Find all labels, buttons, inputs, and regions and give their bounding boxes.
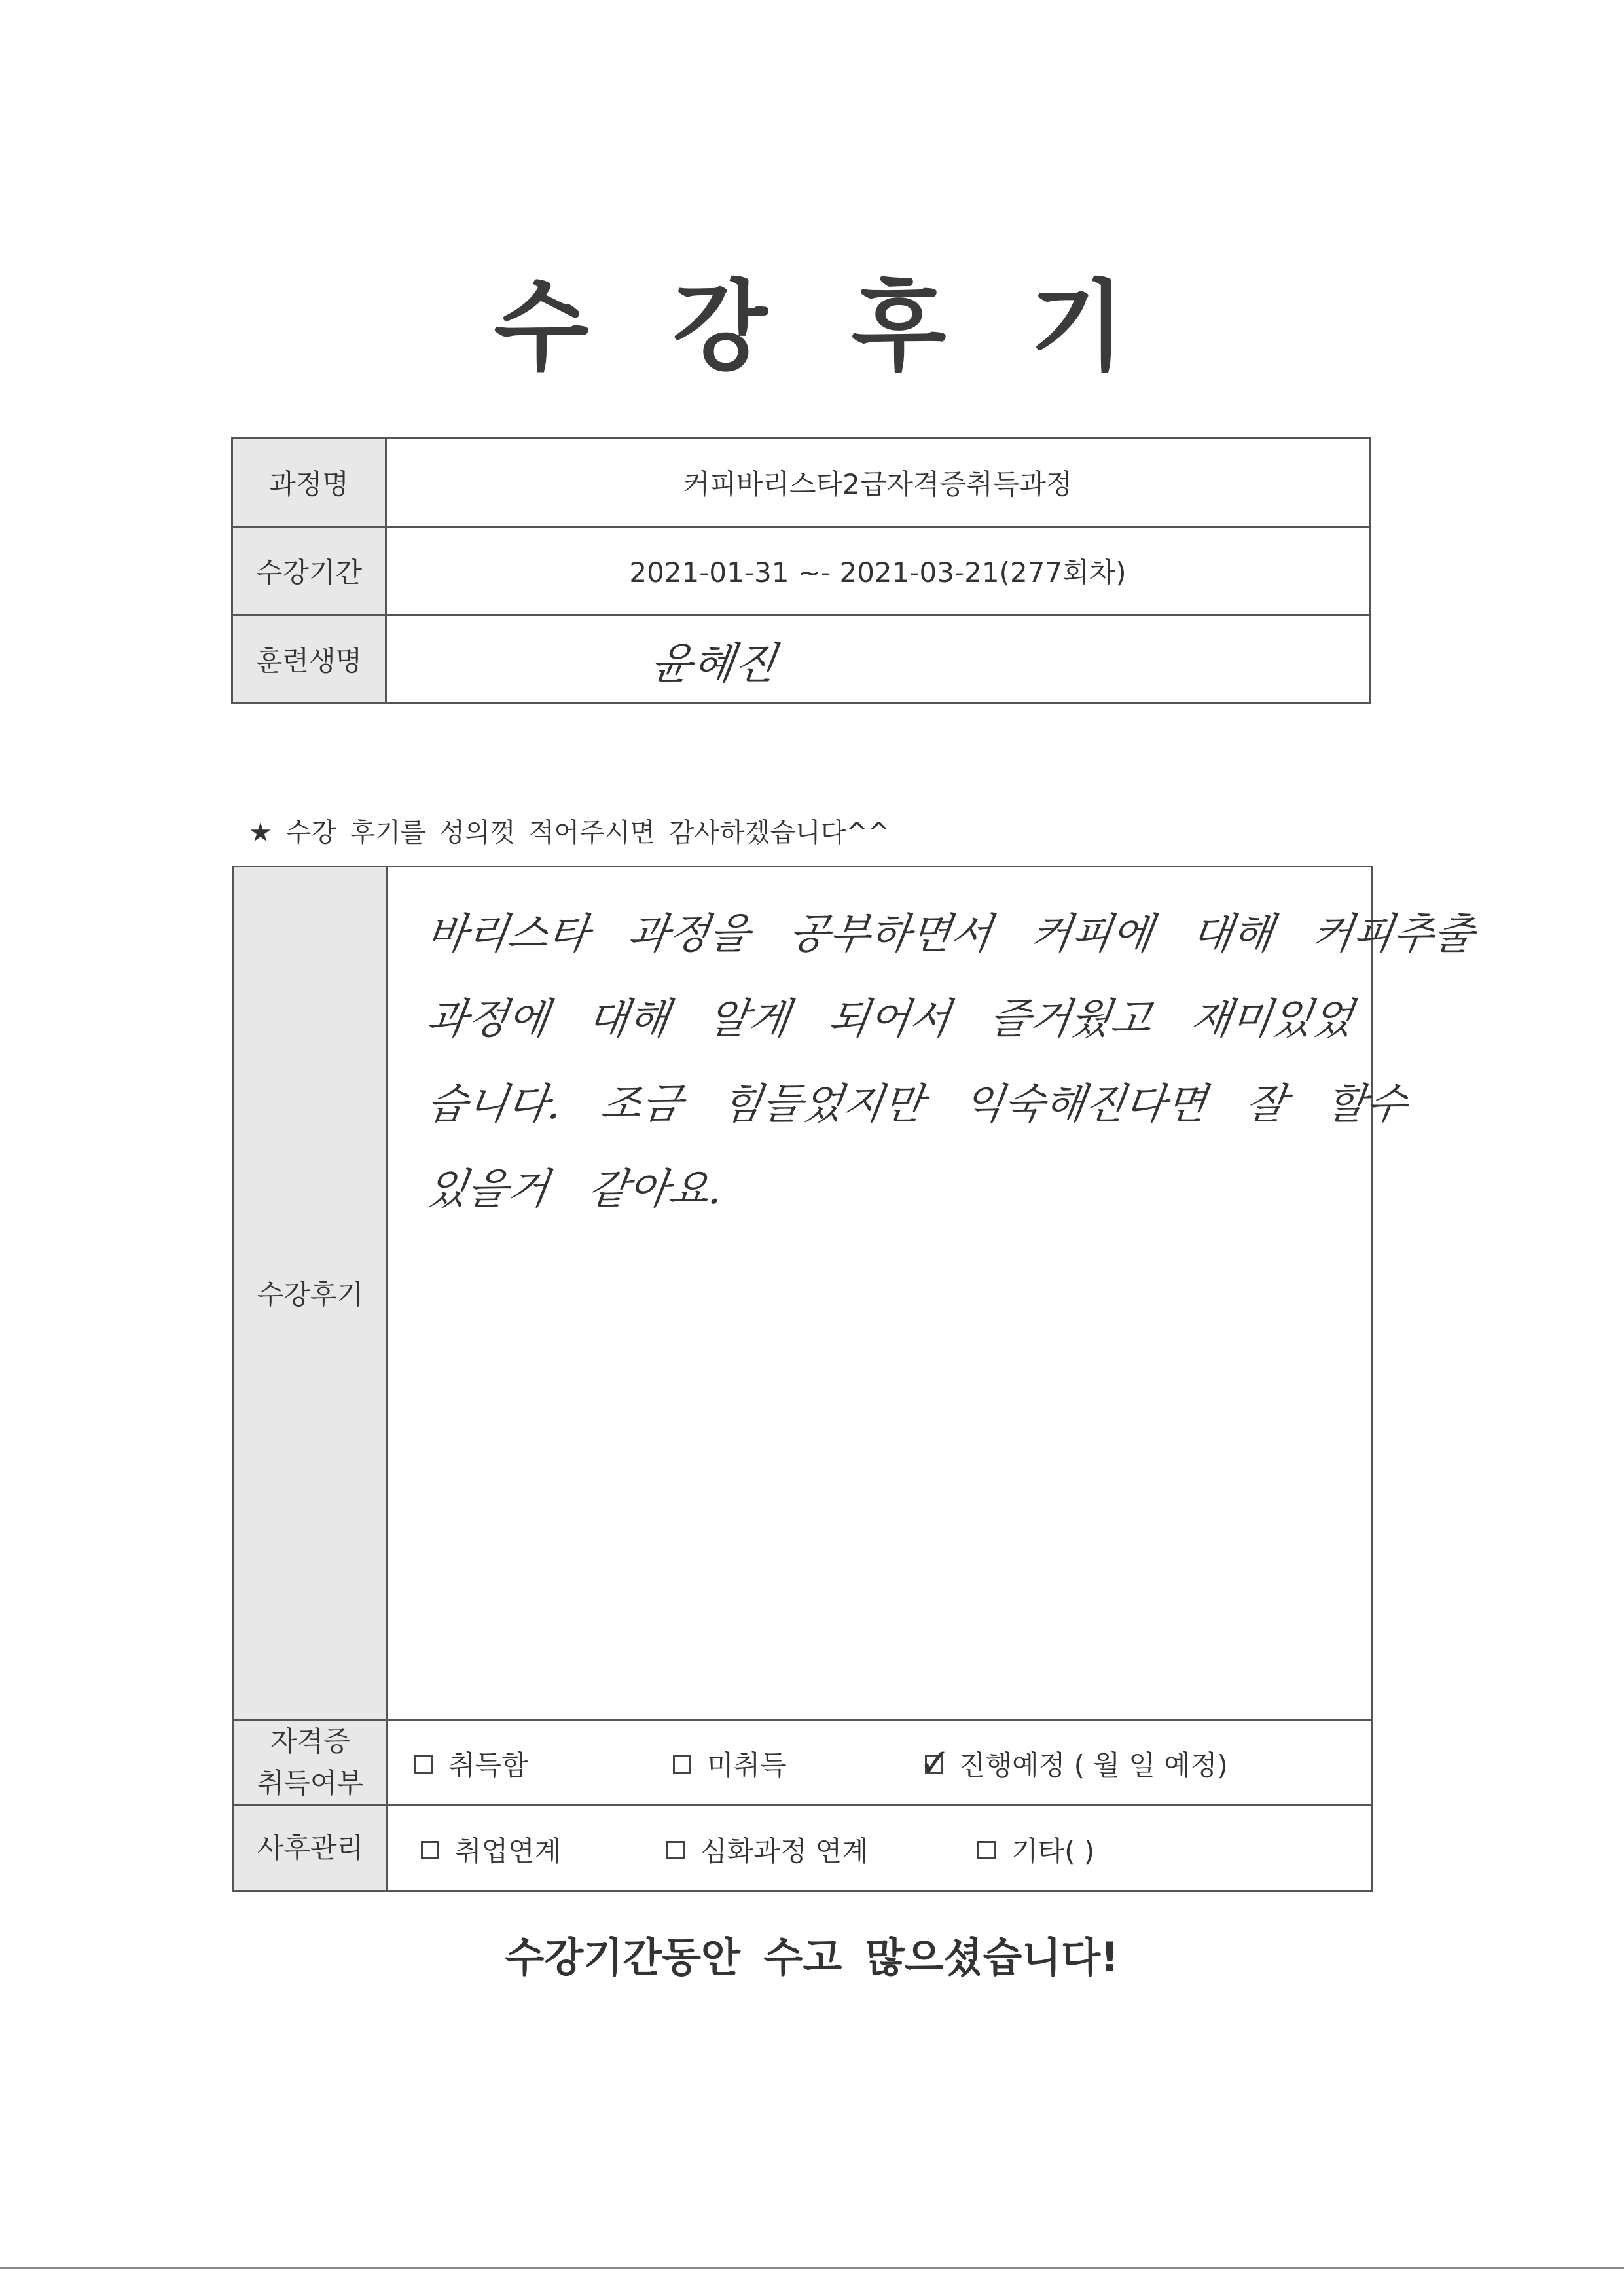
course-name-value: 커피바리스타2급자격증취득과정 <box>386 439 1370 527</box>
review-line: 과정에 대해 알게 되어서 즐거웠고 재미있었 <box>423 995 1356 1044</box>
closing-message: 수강기간동안 수고 많으셨습니다! <box>505 1933 1119 1981</box>
page-bottom-rule <box>0 2267 1624 2269</box>
certification-row <box>234 1720 1373 1806</box>
trainee-name-label: 훈련생명 <box>232 615 386 704</box>
trainee-signature: 윤혜진 <box>647 638 780 689</box>
course-period-value: 2021-01-31 ~- 2021-03-21(277회차) <box>386 527 1370 615</box>
review-line: 있을거 같아요. <box>423 1165 726 1214</box>
option-other-label: 기타( ) <box>1011 1835 1095 1867</box>
followup-row <box>234 1806 1373 1891</box>
certification-label-line1: 자격증 <box>270 1725 350 1757</box>
review-label: 수강후기 <box>234 867 388 1720</box>
option-not-acquired[interactable] <box>673 1744 787 1783</box>
review-table <box>232 866 1478 1892</box>
option-acquired[interactable] <box>414 1744 528 1783</box>
trainee-name-row <box>232 615 1370 704</box>
course-period-row <box>232 527 1370 615</box>
certification-options <box>388 1720 1373 1806</box>
option-employment-label: 취업연계 <box>455 1835 562 1867</box>
checkbox-employment[interactable] <box>421 1841 439 1859</box>
option-scheduled-label: 진행예정 ( 월 일 예정) <box>959 1749 1228 1781</box>
course-info-table <box>231 437 1371 704</box>
option-acquired-label: 취득함 <box>448 1749 528 1781</box>
followup-label: 사후관리 <box>234 1806 388 1891</box>
instruction-note: ★ 수강 후기를 성의껏 적어주시면 감사하겠습니다^^ <box>249 818 890 848</box>
checkmark-icon: ✓ <box>919 1740 951 1785</box>
checkbox-other[interactable] <box>977 1841 996 1859</box>
checkbox-acquired[interactable] <box>414 1755 433 1774</box>
certification-label-line2: 취득여부 <box>257 1767 364 1799</box>
review-line: 바리스타 과정을 공부하면서 커피에 대해 커피추출 <box>423 910 1478 958</box>
option-advanced-course[interactable] <box>666 1830 869 1869</box>
course-period-label: 수강기간 <box>232 527 386 615</box>
certification-label <box>234 1720 388 1806</box>
review-line: 습니다. 조금 힘들었지만 익숙해진다면 잘 할수 <box>423 1080 1411 1129</box>
trainee-name-cell <box>386 615 1370 704</box>
checkbox-not-acquired[interactable] <box>673 1755 691 1774</box>
option-advanced-course-label: 심화과정 연계 <box>700 1835 869 1867</box>
course-name-label: 과정명 <box>232 439 386 527</box>
option-not-acquired-label: 미취득 <box>707 1749 787 1781</box>
checkbox-advanced-course[interactable] <box>666 1841 685 1859</box>
option-scheduled[interactable] <box>919 1740 1228 1785</box>
review-row <box>234 867 1373 1720</box>
review-body <box>388 867 1478 1720</box>
document-title: 수 강 후 기 <box>494 270 1130 384</box>
checkbox-scheduled[interactable] <box>919 1740 951 1785</box>
option-employment[interactable] <box>421 1830 561 1869</box>
followup-options <box>388 1806 1373 1891</box>
course-name-row <box>232 439 1370 527</box>
option-other[interactable] <box>977 1830 1094 1869</box>
